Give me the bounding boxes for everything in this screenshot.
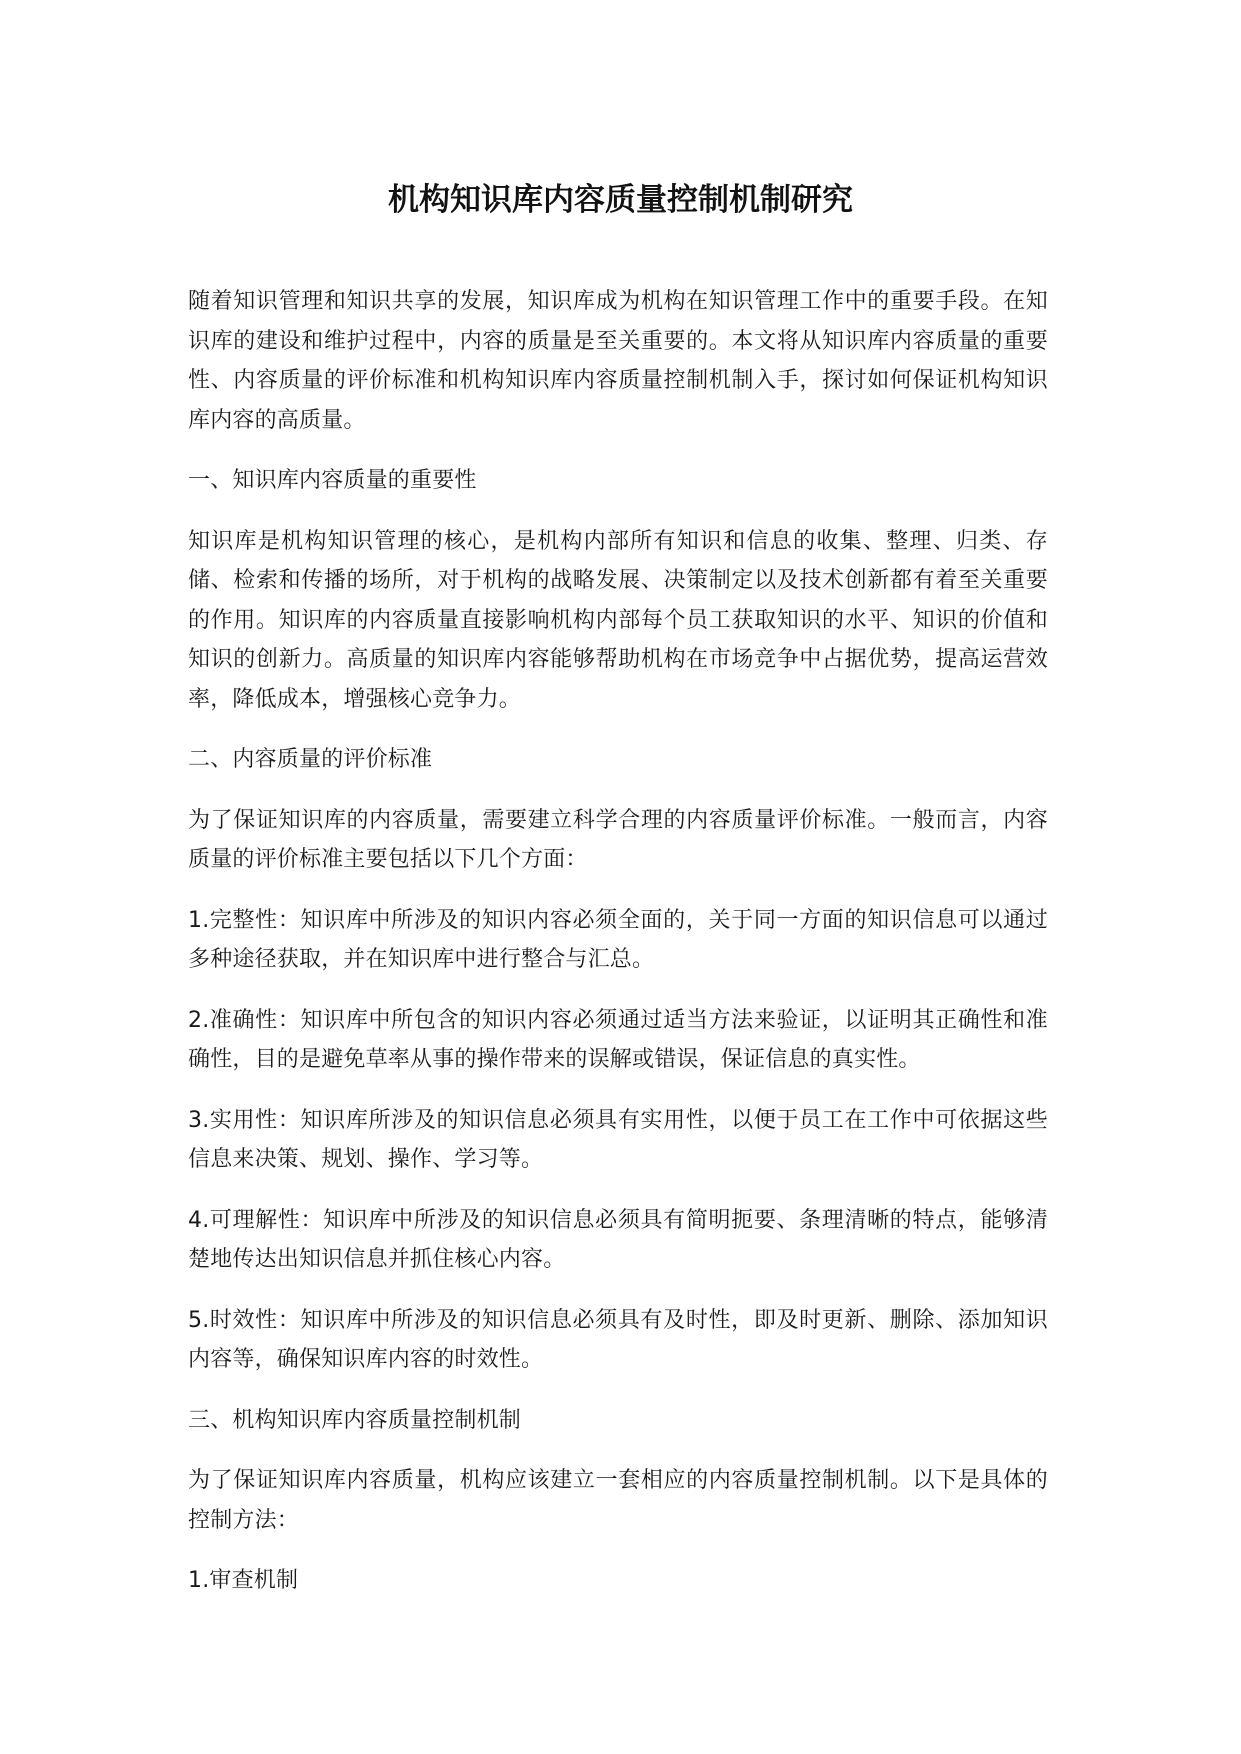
criteria-intro-paragraph: 为了保证知识库的内容质量，需要建立科学合理的内容质量评价标准。一般而言，内容质量的评价标准主要包括以下几个方面：: [188, 807, 1048, 872]
criteria-item-completeness: 1.完整性：知识库中所涉及的知识内容必须全面的，关于同一方面的知识信息可以通过多种途径获取，并在知识库中进行整合与汇总。: [188, 907, 1048, 972]
section-heading-criteria: 二、内容质量的评价标准: [188, 747, 433, 772]
section-heading-importance: 一、知识库内容质量的重要性: [188, 468, 477, 493]
document-body: [188, 282, 1048, 1601]
criteria-item-accuracy: 2.准确性：知识库中所包含的知识内容必须通过适当方法来验证，以证明其正确性和准确性，目的是避免草率从事的操作带来的误解或错误，保证信息的真实性。: [188, 1007, 1048, 1072]
criteria-item-practicality: 3.实用性：知识库所涉及的知识信息必须具有实用性，以便于员工在工作中可依据这些信息来决策、规划、操作、学习等。: [188, 1107, 1048, 1172]
control-item-review: 1.审查机制: [188, 1568, 299, 1593]
criteria-item-timeliness: 5.时效性：知识库中所涉及的知识信息必须具有及时性，即及时更新、删除、添加知识内容等，确保知识库内容的时效性。: [188, 1307, 1048, 1372]
criteria-item-understandability: 4.可理解性：知识库中所涉及的知识信息必须具有简明扼要、条理清晰的特点，能够清楚地传达出知识信息并抓住核心内容。: [188, 1207, 1048, 1272]
intro-paragraph: 随着知识管理和知识共享的发展，知识库成为机构在知识管理工作中的重要手段。在知识库的建设和维护过程中，内容的质量是至关重要的。本文将从知识库内容质量的重要性、内容质量的评价标准和机构知识库内容质量控制机制入手，探讨如何保证机构知识库内容的高质量。: [188, 289, 1048, 433]
control-intro-paragraph: 为了保证知识库内容质量，机构应该建立一套相应的内容质量控制机制。以下是具体的控制方法：: [188, 1468, 1048, 1533]
importance-paragraph: 知识库是机构知识管理的核心，是机构内部所有知识和信息的收集、整理、归类、存储、检索和传播的场所，对于机构的战略发展、决策制定以及技术创新都有着至关重要的作用。知识库的内容质量直接影响机构内部每个员工获取知识的水平、知识的价值和知识的创新力。高质量的知识库内容能够帮助机构在市场竞争中占据优势，提高运营效率，降低成本，增强核心竞争力。: [188, 528, 1048, 712]
section-heading-control: 三、机构知识库内容质量控制机制: [188, 1407, 522, 1433]
document-title: 机构知识库内容质量控制机制研究: [388, 182, 853, 218]
